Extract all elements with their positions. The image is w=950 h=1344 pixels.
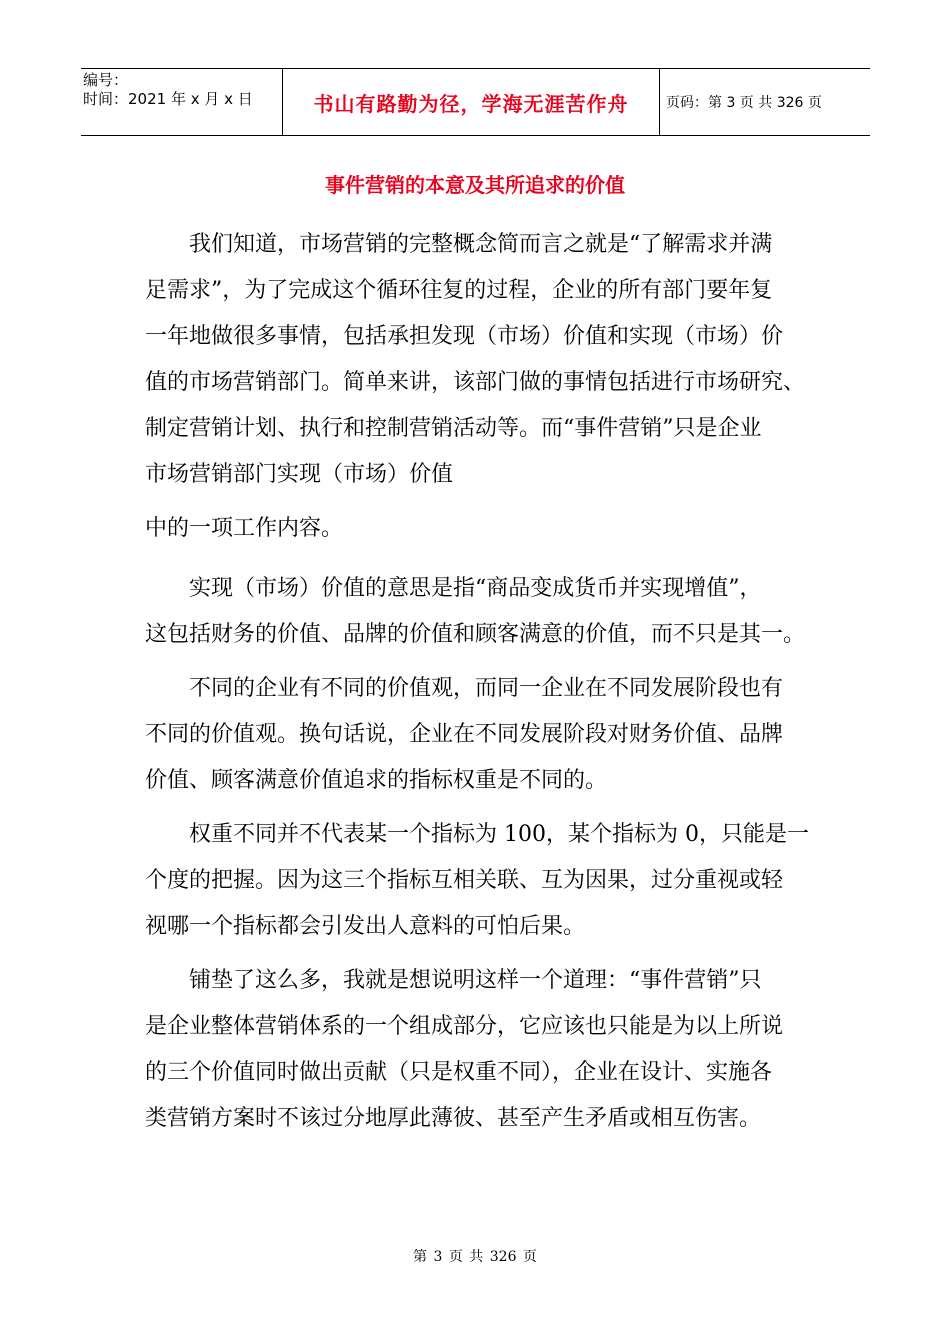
document-title: 事件营销的本意及其所追求的价值 — [325, 173, 625, 197]
paragraph-line: 价值、顾客满意价值追求的指标权重是不同的。 — [145, 768, 608, 793]
page-footer: 第 3 页 共 326 页 — [413, 1249, 537, 1265]
paragraph-line: 值的市场营销部门。简单来讲，该部门做的事情包括进行市场研究、 — [145, 370, 806, 395]
paragraph-2 — [145, 566, 810, 658]
paragraph-line: 个度的把握。因为这三个指标互相关联、互为因果，过分重视或轻 — [145, 868, 784, 893]
paragraph-line: 不同的价值观。换句话说，企业在不同发展阶段对财务价值、品牌 — [145, 722, 784, 747]
paragraph-line: 一年地做很多事情，包括承担发现（市场）价值和实现（市场）价 — [145, 324, 784, 349]
paragraph-line: 中的一项工作内容。 — [145, 516, 344, 541]
paragraph-line: 铺垫了这么多，我就是想说明这样一个道理：“事件营销”只 — [189, 968, 762, 993]
paragraph-line: 我们知道，市场营销的完整概念简而言之就是“了解需求并满 — [189, 232, 773, 257]
header-page-info: 页码：第 3 页 共 326 页 — [666, 95, 822, 111]
paragraph-line: 足需求”，为了完成这个循环往复的过程，企业的所有部门要年复 — [145, 278, 773, 303]
paragraph-3 — [145, 666, 810, 804]
paragraph-1-continuation — [145, 506, 810, 552]
document-number-label: 编号： — [83, 71, 129, 89]
paragraph-line: 市场营销部门实现（市场）价值 — [145, 462, 454, 487]
paragraph-line: 是企业整体营销体系的一个组成部分，它应该也只能是为以上所说 — [145, 1014, 784, 1039]
paragraph-line: 类营销方案时不该过分地厚此薄彼、甚至产生矛盾或相互伤害。 — [145, 1106, 762, 1131]
document-body — [145, 222, 810, 1150]
document-date: 时间：2021 年 x 月 x 日 — [83, 90, 253, 108]
paragraph-line: 实现（市场）价值的意思是指“商品变成货币并实现增值”， — [189, 576, 762, 601]
header-motto-cell — [282, 69, 660, 135]
paragraph-line: 制定营销计划、执行和控制营销活动等。而“事件营销”只是企业 — [145, 416, 762, 441]
header-page-info-cell — [660, 69, 870, 135]
document-header — [81, 68, 870, 136]
paragraph-line: 视哪一个指标都会引发出人意料的可怕后果。 — [145, 914, 586, 939]
paragraph-5 — [145, 958, 810, 1142]
paragraph-line: 权重不同并不代表某一个指标为 100，某个指标为 0，只能是一 — [189, 822, 809, 847]
header-motto: 书山有路勤为径，学海无涯苦作舟 — [313, 91, 629, 116]
paragraph-4 — [145, 812, 810, 950]
paragraph-line: 不同的企业有不同的价值观，而同一企业在不同发展阶段也有 — [189, 676, 784, 701]
paragraph-1 — [145, 222, 810, 498]
paragraph-line: 这包括财务的价值、品牌的价值和顾客满意的价值，而不只是其一。 — [145, 622, 806, 647]
paragraph-line: 的三个价值同时做出贡献（只是权重不同），企业在设计、实施各 — [145, 1060, 773, 1085]
header-meta — [81, 69, 282, 135]
